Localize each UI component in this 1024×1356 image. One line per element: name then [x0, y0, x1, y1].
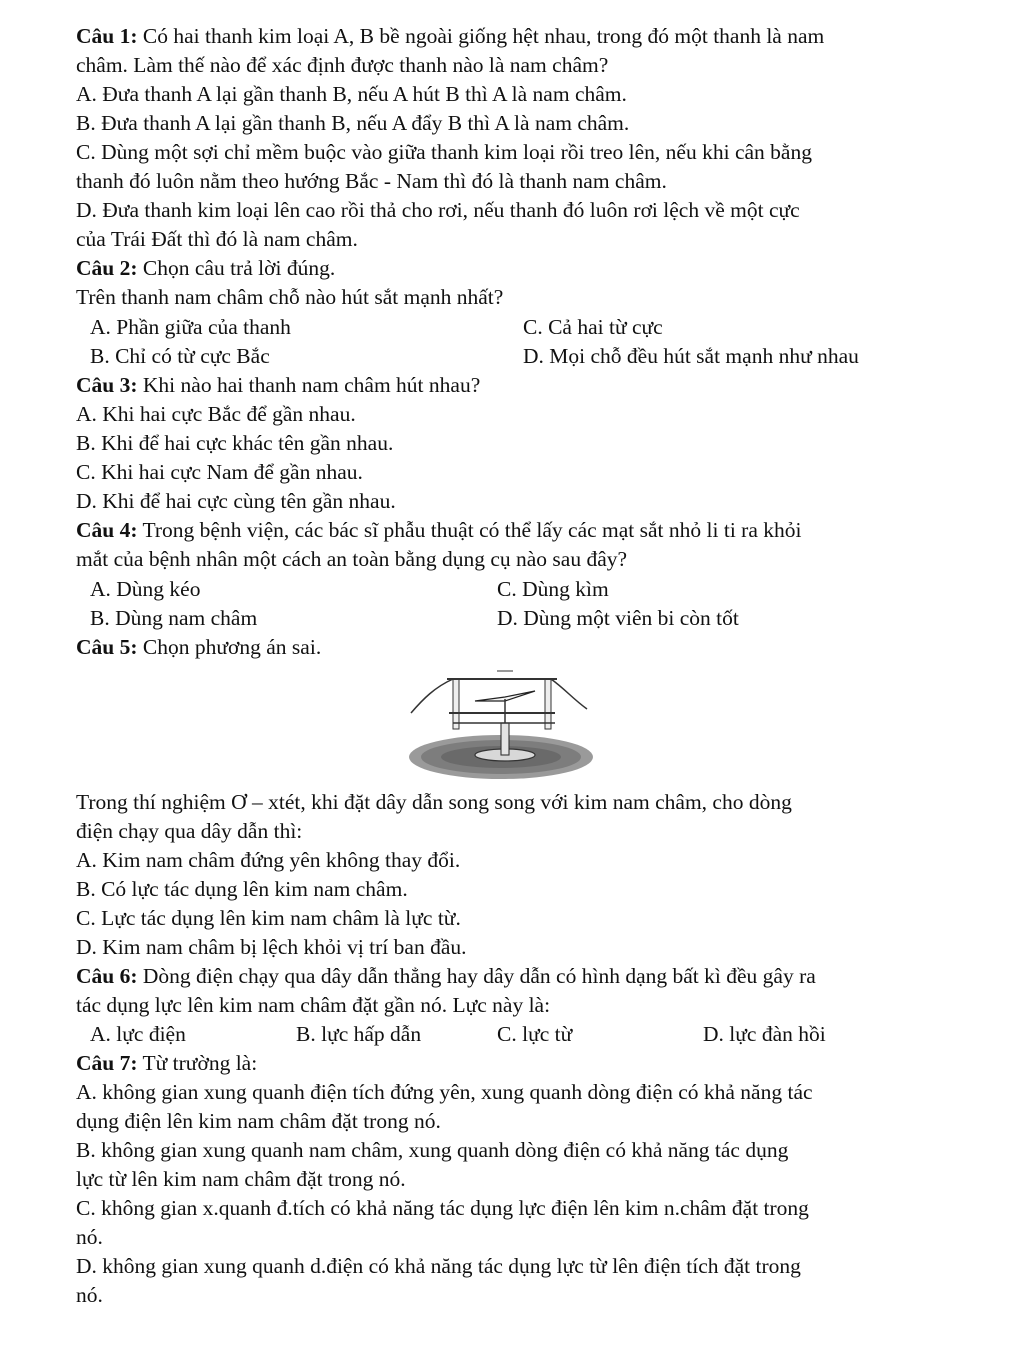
- q5-option-c: C. Lực tác dụng lên kim nam châm là lực từ.: [76, 906, 461, 930]
- q1-option-d-line1: D. Đưa thanh kim loại lên cao rồi thả cho rơi, nếu thanh đó luôn rơi lệch về một cực: [76, 198, 800, 222]
- q2-option-b: B. Chỉ có từ cực Bắc: [90, 344, 270, 368]
- q4-stem-line1: Câu 4: Trong bệnh viện, các bác sĩ phẫu thuật có thể lấy các mạt sắt nhỏ li ti ra khỏi: [76, 518, 802, 542]
- q4-stem-line2: mắt của bệnh nhân một cách an toàn bằng dụng cụ nào sau đây?: [76, 547, 628, 571]
- q6-option-d: D. lực đàn hồi: [703, 1022, 826, 1046]
- q3-option-b: B. Khi để hai cực khác tên gần nhau.: [76, 431, 394, 455]
- q2-stem-line2: Trên thanh nam châm chỗ nào hút sắt mạnh nhất?: [76, 285, 504, 309]
- q5-context-line2: điện chạy qua dây dẫn thì:: [76, 819, 303, 843]
- q7-option-b-line2: lực từ lên kim nam châm đặt trong nó.: [76, 1167, 406, 1191]
- q2-option-d: D. Mọi chỗ đều hút sắt mạnh như nhau: [523, 344, 859, 368]
- q7-option-b-line1: B. không gian xung quanh nam châm, xung quanh dòng điện có khả năng tác dụng: [76, 1138, 789, 1162]
- q4-option-d: D. Dùng một viên bi còn tốt: [497, 606, 739, 630]
- q7-option-d-line1: D. không gian xung quanh d.điện có khả năng tác dụng lực từ lên điện tích đặt trong: [76, 1254, 801, 1278]
- q1-stem-line1: Câu 1: Có hai thanh kim loại A, B bề ngoài giống hệt nhau, trong đó một thanh là nam: [76, 24, 825, 48]
- q5-option-d: D. Kim nam châm bị lệch khỏi vị trí ban đầu.: [76, 935, 467, 959]
- q5-context-line1: Trong thí nghiệm Ơ – xtét, khi đặt dây dẫn song song với kim nam châm, cho dòng: [76, 790, 792, 814]
- q7-option-c-line2: nó.: [76, 1225, 103, 1249]
- oersted-experiment-illustration: [405, 665, 595, 783]
- q3-option-c: C. Khi hai cực Nam để gần nhau.: [76, 460, 363, 484]
- q6-stem-line1: Câu 6: Dòng điện chạy qua dây dẫn thẳng hay dây dẫn có hình dạng bất kì đều gây ra: [76, 964, 816, 988]
- q1-option-a: A. Đưa thanh A lại gần thanh B, nếu A hút B thì A là nam châm.: [76, 82, 627, 106]
- q7-option-a-line2: dụng điện lên kim nam châm đặt trong nó.: [76, 1109, 441, 1133]
- q6-option-a: A. lực điện: [90, 1022, 186, 1046]
- q6-stem-line2: tác dụng lực lên kim nam châm đặt gần nó. Lực này là:: [76, 993, 551, 1017]
- q3-option-a: A. Khi hai cực Bắc để gần nhau.: [76, 402, 356, 426]
- q5-stem: Câu 5: Chọn phương án sai.: [76, 635, 322, 659]
- q7-option-a-line1: A. không gian xung quanh điện tích đứng yên, xung quanh dòng điện có khả năng tác: [76, 1080, 813, 1104]
- q2-option-c: C. Cả hai từ cực: [523, 315, 663, 339]
- q5-option-a: A. Kim nam châm đứng yên không thay đổi.: [76, 848, 461, 872]
- q3-option-d: D. Khi để hai cực cùng tên gần nhau.: [76, 489, 396, 513]
- q1-option-c-line2: thanh đó luôn nằm theo hướng Bắc - Nam thì đó là thanh nam châm.: [76, 169, 667, 193]
- q2-option-a: A. Phần giữa của thanh: [90, 315, 291, 339]
- q4-option-a: A. Dùng kéo: [90, 577, 201, 601]
- q1-option-c-line1: C. Dùng một sợi chỉ mềm buộc vào giữa thanh kim loại rồi treo lên, nếu khi cân bằng: [76, 140, 812, 164]
- q5-option-b: B. Có lực tác dụng lên kim nam châm.: [76, 877, 408, 901]
- q7-stem: Câu 7: Từ trường là:: [76, 1051, 258, 1075]
- q7-option-c-line1: C. không gian x.quanh đ.tích có khả năng tác dụng lực điện lên kim n.châm đặt trong: [76, 1196, 809, 1220]
- q7-option-d-line2: nó.: [76, 1283, 103, 1307]
- q1-option-b: B. Đưa thanh A lại gần thanh B, nếu A đẩy B thì A là nam châm.: [76, 111, 630, 135]
- q1-option-d-line2: của Trái Đất thì đó là nam châm.: [76, 227, 358, 251]
- q4-option-c: C. Dùng kìm: [497, 577, 609, 601]
- q6-option-b: B. lực hấp dẫn: [296, 1022, 422, 1046]
- q3-stem: Câu 3: Khi nào hai thanh nam châm hút nhau?: [76, 373, 481, 397]
- q2-stem-line1: Câu 2: Chọn câu trả lời đúng.: [76, 256, 336, 280]
- q1-stem-line2: châm. Làm thế nào để xác định được thanh nào là nam châm?: [76, 53, 609, 77]
- q4-option-b: B. Dùng nam châm: [90, 606, 258, 630]
- q6-option-c: C. lực từ: [497, 1022, 573, 1046]
